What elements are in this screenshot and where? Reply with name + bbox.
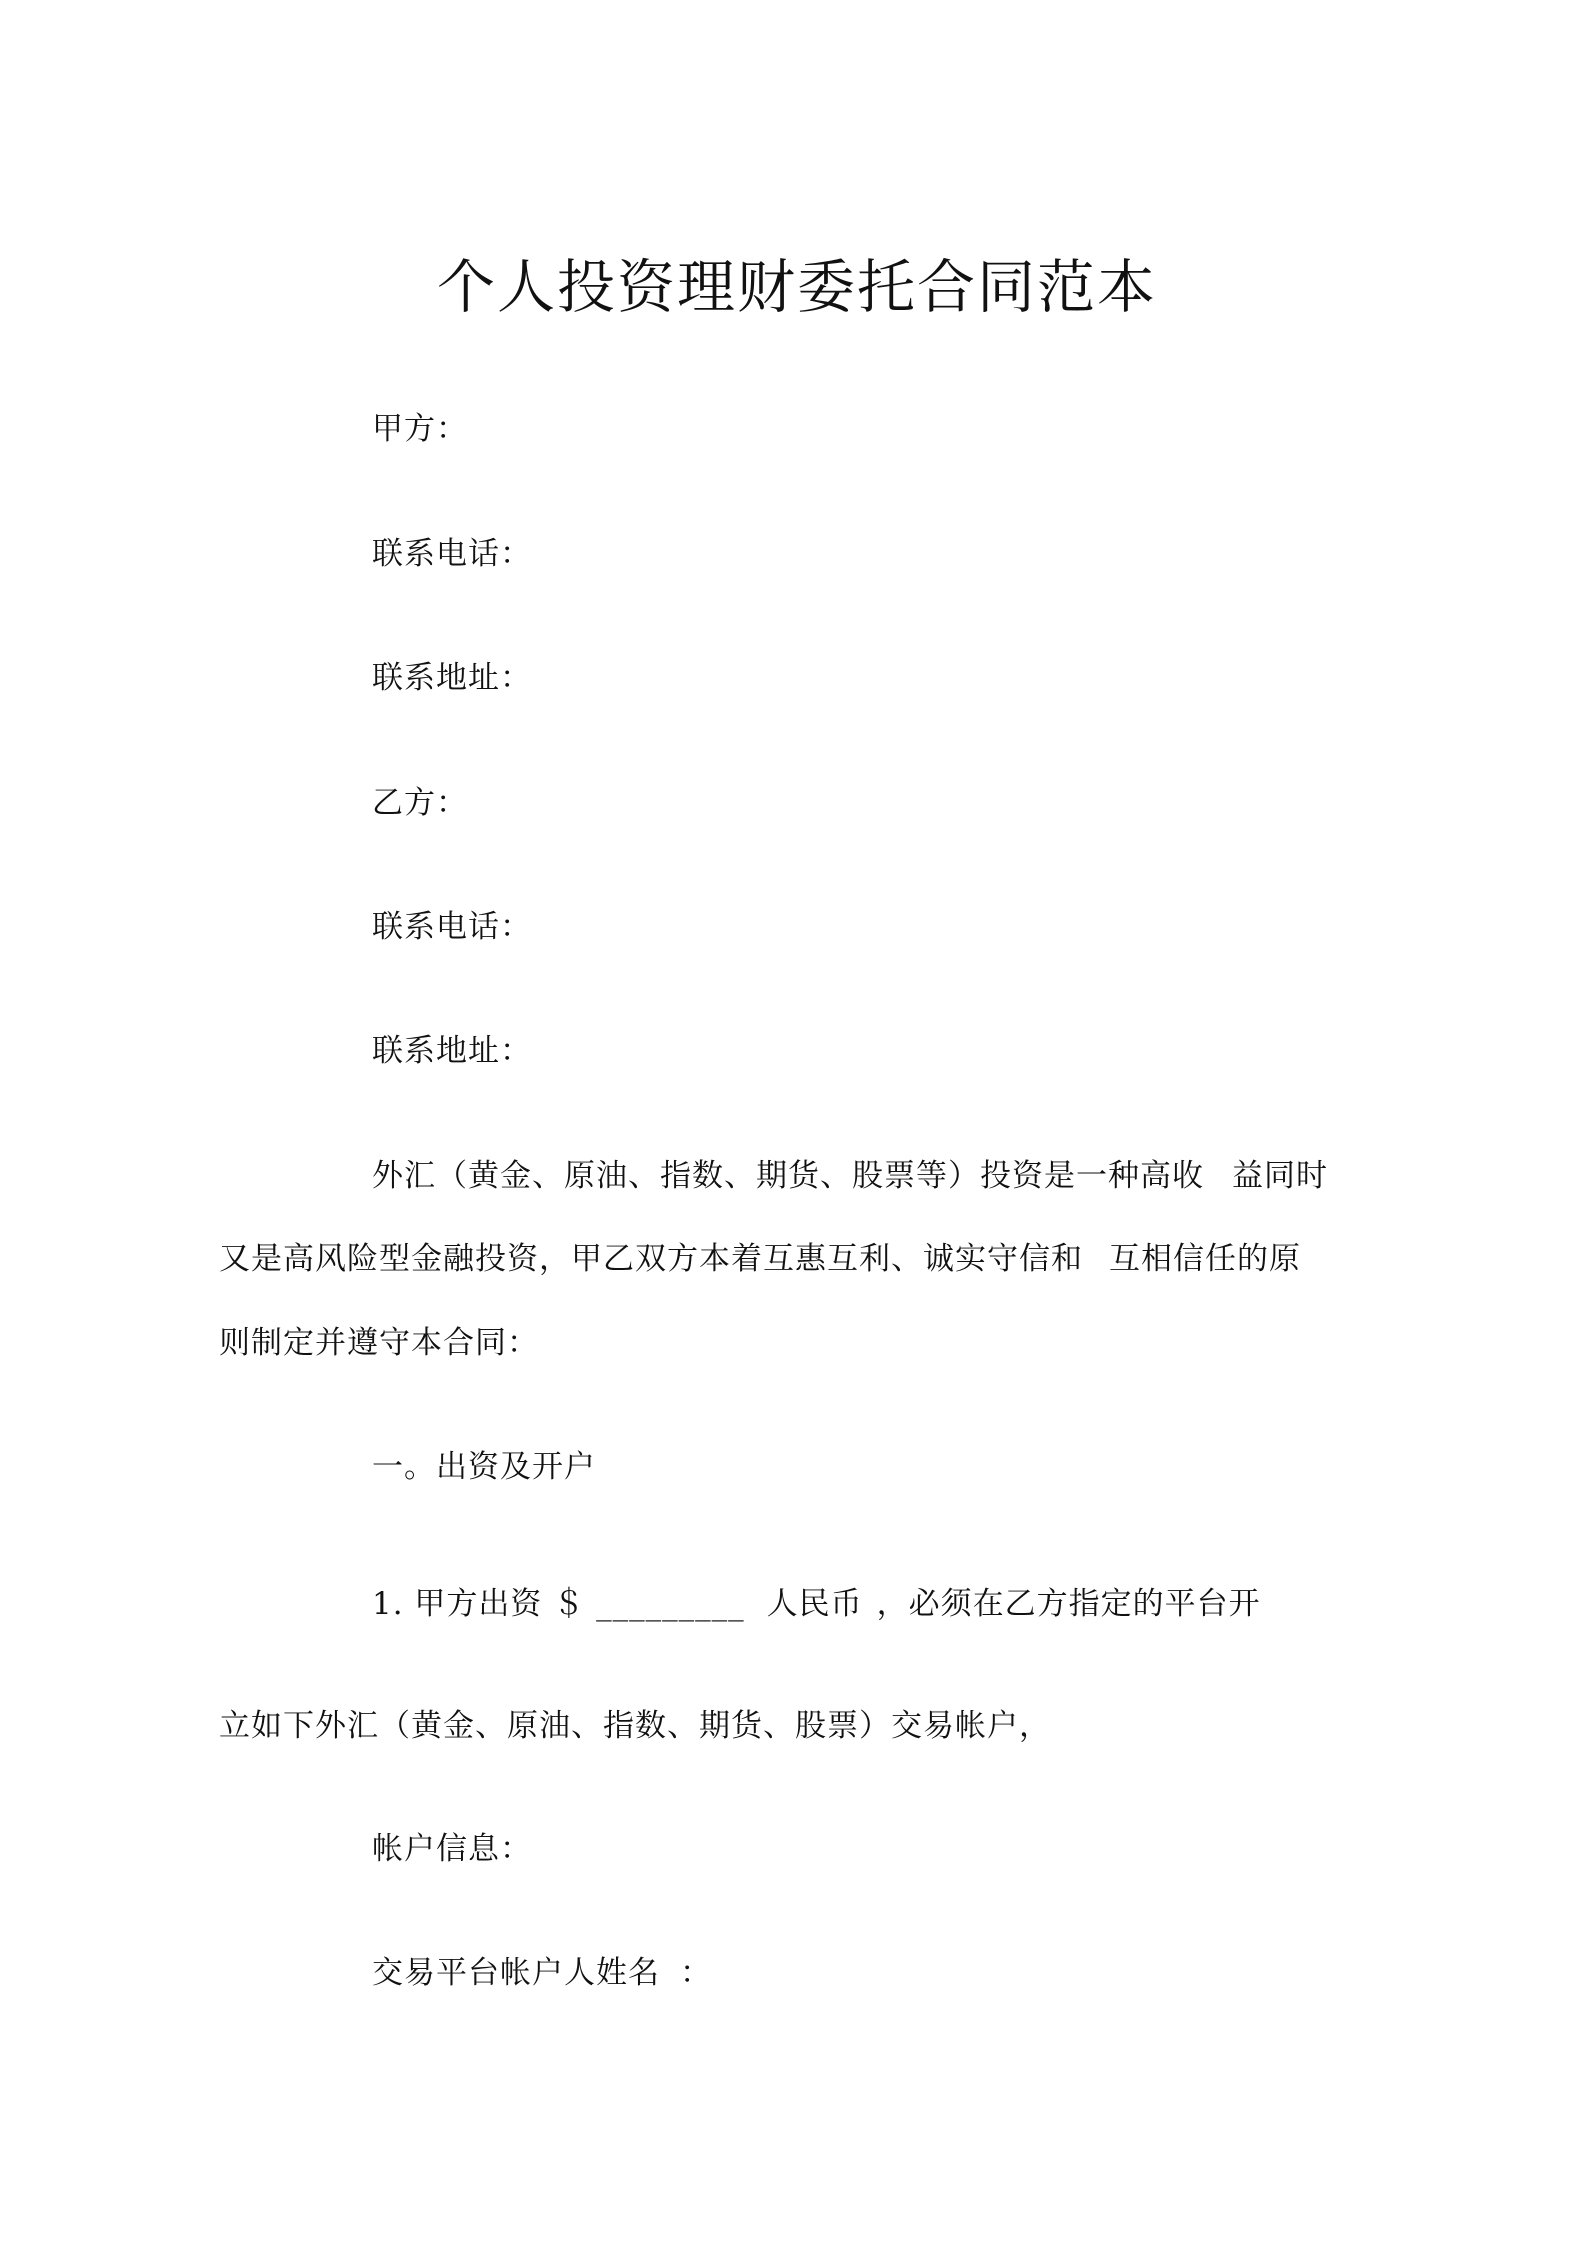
party-b-phone-label: 联系电话： bbox=[372, 909, 532, 945]
party-a-label: 甲方： bbox=[372, 411, 468, 447]
item-1-currency: 人民币 bbox=[766, 1586, 863, 1622]
section-1-item-1 bbox=[372, 1586, 1261, 1622]
preamble-line-2-text-b: 互相信任的原 bbox=[1109, 1241, 1301, 1277]
preamble-line-3: 则制定并遵守本合同： bbox=[219, 1325, 539, 1361]
preamble-line-2 bbox=[219, 1241, 1301, 1277]
account-holder-name-label: 交易平台帐户人姓名 bbox=[372, 1955, 660, 1991]
item-1-suffix: ，必须在乙方指定的平台开 bbox=[876, 1586, 1261, 1622]
preamble-line-1-text-a: 外汇（黄金、原油、指数、期货、股票等）投资是一种高收 bbox=[372, 1158, 1204, 1194]
account-holder-name-line bbox=[372, 1955, 712, 1991]
party-a-phone-label: 联系电话： bbox=[372, 536, 532, 572]
preamble-line-2-text-a: 又是高风险型金融投资，甲乙双方本着互惠互利、诚实守信和 bbox=[219, 1241, 1083, 1277]
account-info-label: 帐户信息： bbox=[372, 1831, 532, 1867]
document-title: 个人投资理财委托合同范本 bbox=[436, 253, 1157, 321]
preamble-line-1 bbox=[372, 1158, 1328, 1194]
section-1-heading: 一。出资及开户 bbox=[372, 1449, 596, 1485]
account-holder-name-colon: ： bbox=[680, 1955, 712, 1991]
preamble-line-1-text-b: 益同时 bbox=[1232, 1158, 1328, 1194]
section-1-item-1-continued: 立如下外汇（黄金、原油、指数、期货、股票）交易帐户， bbox=[219, 1708, 1051, 1744]
party-b-label: 乙方： bbox=[372, 785, 468, 821]
party-b-address-label: 联系地址： bbox=[372, 1033, 532, 1069]
item-1-prefix: 1. 甲方出资 ＄ _________ bbox=[372, 1586, 745, 1622]
party-a-address-label: 联系地址： bbox=[372, 660, 532, 696]
